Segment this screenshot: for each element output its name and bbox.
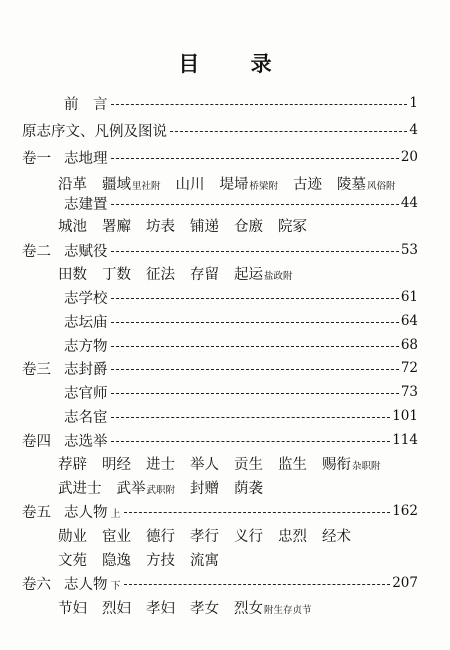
dash-leader — [111, 441, 391, 442]
sub-item: 古迹 — [293, 176, 323, 193]
sub-item: 宦业 — [102, 528, 131, 545]
toc-entry — [22, 119, 418, 141]
sub-entry-line — [58, 548, 428, 570]
toc-entry — [22, 334, 418, 356]
toc-entry — [22, 192, 418, 214]
sub-item: 烈女附生存贞节 — [234, 600, 312, 617]
sub-entry-line — [58, 214, 428, 236]
sub-item: 文苑 — [58, 552, 87, 569]
page-number: 44 — [400, 195, 418, 211]
sub-item: 流寓 — [190, 552, 219, 569]
entry-label: 前 言 — [64, 96, 108, 113]
dash-leader — [111, 393, 399, 394]
sub-item: 起运盐政附 — [234, 266, 293, 283]
toc-entry — [22, 92, 418, 114]
sub-item: 堤埽桥梁附 — [219, 176, 279, 193]
sub-item: 孝妇 — [146, 600, 175, 617]
sub-item: 沿革 — [58, 176, 87, 193]
volume-label: 卷二 — [22, 243, 51, 260]
sub-item: 举人 — [190, 456, 219, 473]
sub-item: 忠烈 — [278, 528, 307, 545]
volume-label: 卷六 — [22, 576, 51, 593]
volume-label: 卷三 — [22, 361, 51, 378]
sub-item: 武进士 — [58, 480, 102, 497]
sub-item: 坊表 — [146, 218, 175, 235]
entry-label: 志封爵 — [64, 361, 108, 378]
sub-item: 隐逸 — [102, 552, 131, 569]
sub-entry-line — [58, 596, 428, 618]
entry-label: 志坛庙 — [64, 314, 108, 331]
dash-leader — [111, 369, 399, 370]
sub-item: 铺递 — [190, 218, 219, 235]
dash-leader — [111, 104, 408, 105]
sub-item: 陵墓风俗附 — [337, 176, 396, 193]
toc-entry — [22, 429, 418, 451]
entry-label: 志人物 上 — [64, 504, 121, 521]
sub-entry-line — [58, 524, 428, 546]
sub-item: 监生 — [278, 456, 307, 473]
volume-label: 卷四 — [22, 433, 51, 450]
page-number: 72 — [400, 360, 418, 376]
sub-item: 勋业 — [58, 528, 87, 545]
sub-entry-line — [58, 452, 428, 474]
sub-item: 院冢 — [278, 218, 307, 235]
dash-leader — [111, 204, 399, 205]
sub-entry-line — [58, 172, 428, 194]
sub-item: 疆域里社附 — [102, 176, 161, 193]
sub-item: 存留 — [190, 266, 219, 283]
toc-entry — [22, 286, 418, 308]
sub-item: 城池 — [58, 218, 87, 235]
dash-leader — [170, 131, 407, 132]
toc-entry — [22, 500, 418, 522]
toc-entry — [22, 357, 418, 379]
dash-leader — [111, 298, 399, 299]
sub-item: 赐衔杂职附 — [322, 456, 381, 473]
toc-entry — [22, 310, 418, 332]
entry-label: 志赋役 — [64, 243, 108, 260]
dash-leader — [111, 251, 399, 252]
entry-label: 志学校 — [64, 290, 108, 307]
toc-entry — [22, 239, 418, 261]
entry-label: 志方物 — [64, 338, 108, 355]
sub-item: 进士 — [146, 456, 175, 473]
dash-leader — [111, 417, 391, 418]
sub-item: 武举武职附 — [116, 480, 176, 497]
volume-label: 卷五 — [22, 504, 51, 521]
page-number: 1 — [409, 95, 418, 111]
page-number: 68 — [400, 337, 418, 353]
sub-item: 义行 — [234, 528, 263, 545]
sub-item: 荫袭 — [234, 480, 264, 497]
sub-item: 征法 — [146, 266, 175, 283]
dash-leader — [111, 158, 399, 159]
sub-item: 署廨 — [102, 218, 131, 235]
sub-item: 田数 — [58, 266, 87, 283]
toc-entry — [22, 381, 418, 403]
entry-label: 志选举 — [64, 433, 108, 450]
sub-entry-line — [58, 476, 428, 498]
entry-label: 志建置 — [64, 196, 108, 213]
sub-item: 封赠 — [190, 480, 220, 497]
sub-item: 方技 — [146, 552, 175, 569]
page-number: 207 — [392, 575, 418, 591]
entry-label: 志人物 下 — [64, 576, 121, 593]
sub-item: 经术 — [322, 528, 351, 545]
sub-item: 孝女 — [190, 600, 219, 617]
toc-entry — [22, 146, 418, 168]
sub-entry-line — [58, 262, 428, 284]
dash-leader — [124, 584, 391, 585]
dash-leader — [124, 512, 391, 513]
page-title: 目 录 — [178, 51, 294, 76]
toc-entry — [22, 572, 418, 594]
sub-item: 丁数 — [102, 266, 131, 283]
sub-item: 明经 — [102, 456, 131, 473]
page-number: 4 — [409, 122, 418, 138]
page-number: 114 — [392, 432, 418, 448]
dash-leader — [111, 346, 399, 347]
page-number: 101 — [392, 408, 418, 424]
entry-label: 志官师 — [64, 385, 108, 402]
page-number: 61 — [400, 289, 418, 305]
toc-entry — [22, 405, 418, 427]
sub-item: 山川 — [175, 176, 205, 193]
sub-item: 贡生 — [234, 456, 263, 473]
page-number: 53 — [400, 242, 418, 258]
page-number: 20 — [400, 149, 418, 165]
sub-item: 孝行 — [190, 528, 219, 545]
sub-item: 荐辟 — [58, 456, 87, 473]
page-number: 162 — [392, 503, 418, 519]
sub-item: 仓廒 — [234, 218, 263, 235]
page-number: 73 — [400, 384, 418, 400]
sub-item: 节妇 — [58, 600, 87, 617]
volume-label: 卷一 — [22, 150, 51, 167]
entry-label: 志名宦 — [64, 409, 108, 426]
sub-item: 德行 — [146, 528, 175, 545]
page-number: 64 — [400, 313, 418, 329]
entry-label: 原志序文、凡例及图说 — [22, 123, 167, 140]
dash-leader — [111, 322, 399, 323]
entry-label: 志地理 — [64, 150, 108, 167]
sub-item: 烈妇 — [102, 600, 131, 617]
